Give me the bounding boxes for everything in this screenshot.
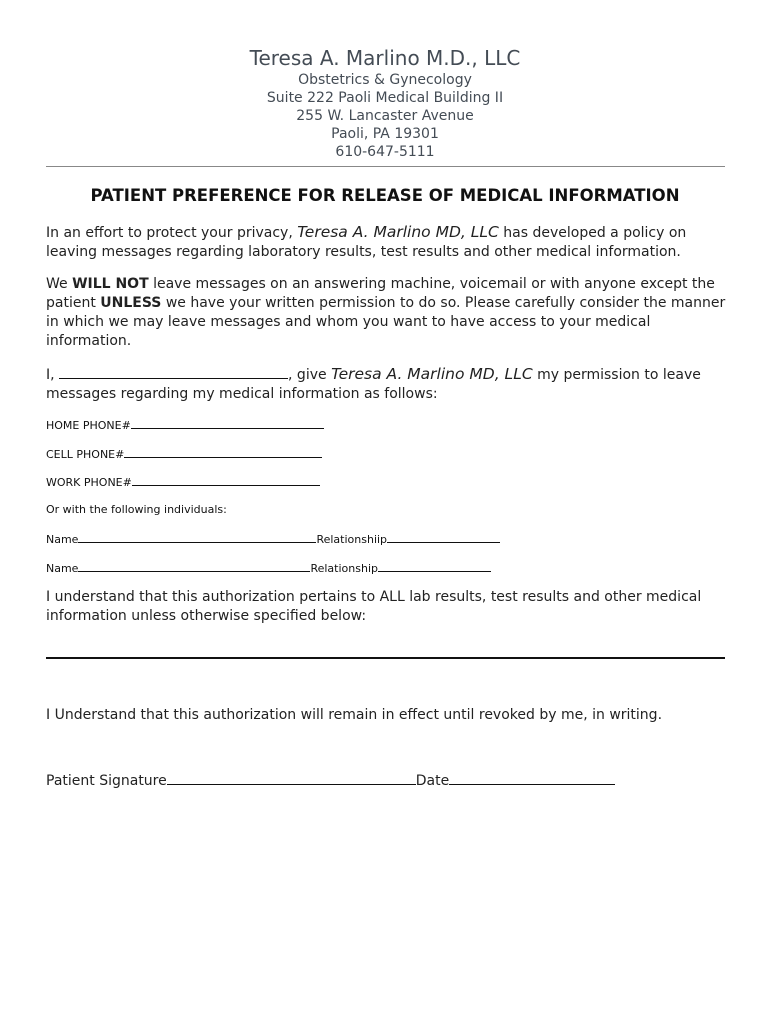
permission-paragraph (46, 365, 736, 404)
policy-unless: UNLESS (100, 295, 162, 311)
practice-suite: Suite 222 Paoli Medical Building II (266, 90, 504, 106)
policy-will-not: WILL NOT (72, 276, 149, 292)
individual-2-name-field[interactable] (78, 560, 310, 572)
cell-phone-label: CELL PHONE# (46, 448, 125, 461)
work-phone-label: WORK PHONE# (46, 476, 132, 489)
form-title: PATIENT PREFERENCE FOR RELEASE OF MEDICAL INFORMATION (90, 186, 680, 205)
intro-practice: Teresa A. Marlino MD, LLC (297, 223, 499, 241)
practice-name: Teresa A. Marlino M.D., LLC (249, 46, 521, 70)
permission-give: , give (288, 367, 332, 383)
exceptions-field[interactable] (46, 657, 725, 659)
permission-i: I, (46, 367, 60, 383)
date-field[interactable] (449, 770, 615, 785)
date-label: Date (415, 773, 450, 789)
individual-2-relationship-field[interactable] (378, 560, 491, 572)
patient-name-field[interactable] (59, 367, 288, 379)
home-phone-field[interactable] (131, 417, 324, 429)
name-label: Name (46, 533, 79, 546)
individuals-label: Or with the following individuals: (46, 503, 227, 516)
individual-row-2 (46, 560, 491, 575)
cell-phone-field[interactable] (124, 446, 322, 458)
practice-street: 255 W. Lancaster Avenue (296, 108, 474, 124)
work-phone-row (46, 474, 320, 489)
policy-part2: we have your written permission to do so. Please carefully consider the manner in which we may leave messages and whom you want to have access to your medical information. (46, 295, 726, 349)
intro-post: has developed a policy on leaving messages regarding laboratory results, test results and other medical information. (46, 225, 687, 260)
intro-pre: In an effort to protect your privacy, (46, 225, 298, 241)
signature-label: Patient Signature (46, 773, 167, 789)
home-phone-row (46, 417, 324, 432)
practice-phone: 610-647-5111 (335, 144, 435, 160)
policy-we: We (46, 276, 73, 292)
individual-1-name-field[interactable] (78, 531, 316, 543)
policy-part1: leave messages on an answering machine, voicemail or with anyone except the patient (46, 276, 715, 311)
permission-practice: Teresa A. Marlino MD, LLC (331, 365, 533, 383)
work-phone-field[interactable] (132, 474, 320, 486)
understand-effect-paragraph: I Understand that this authorization will remain in effect until revoked by me, in writing. (46, 707, 663, 723)
signature-row (46, 770, 615, 789)
cell-phone-row (46, 446, 322, 461)
header-divider (46, 166, 725, 167)
intro-paragraph (46, 223, 736, 262)
name-label: Name (46, 562, 79, 575)
understand-all-paragraph: I understand that this authorization pertains to ALL lab results, test results and other medical information unless otherwise specified below: (46, 589, 702, 624)
signature-field[interactable] (167, 770, 416, 785)
home-phone-label: HOME PHONE# (46, 419, 131, 432)
practice-city: Paoli, PA 19301 (331, 126, 439, 142)
policy-paragraph (46, 275, 736, 351)
relationship-label: Relationship (310, 562, 378, 575)
individual-row-1 (46, 531, 500, 546)
individual-1-relationship-field[interactable] (387, 531, 500, 543)
permission-rest: my permission to leave messages regarding my medical information as follows: (46, 367, 701, 402)
relationship-label: Relationshiip (316, 533, 388, 546)
practice-specialty: Obstetrics & Gynecology (298, 72, 472, 88)
